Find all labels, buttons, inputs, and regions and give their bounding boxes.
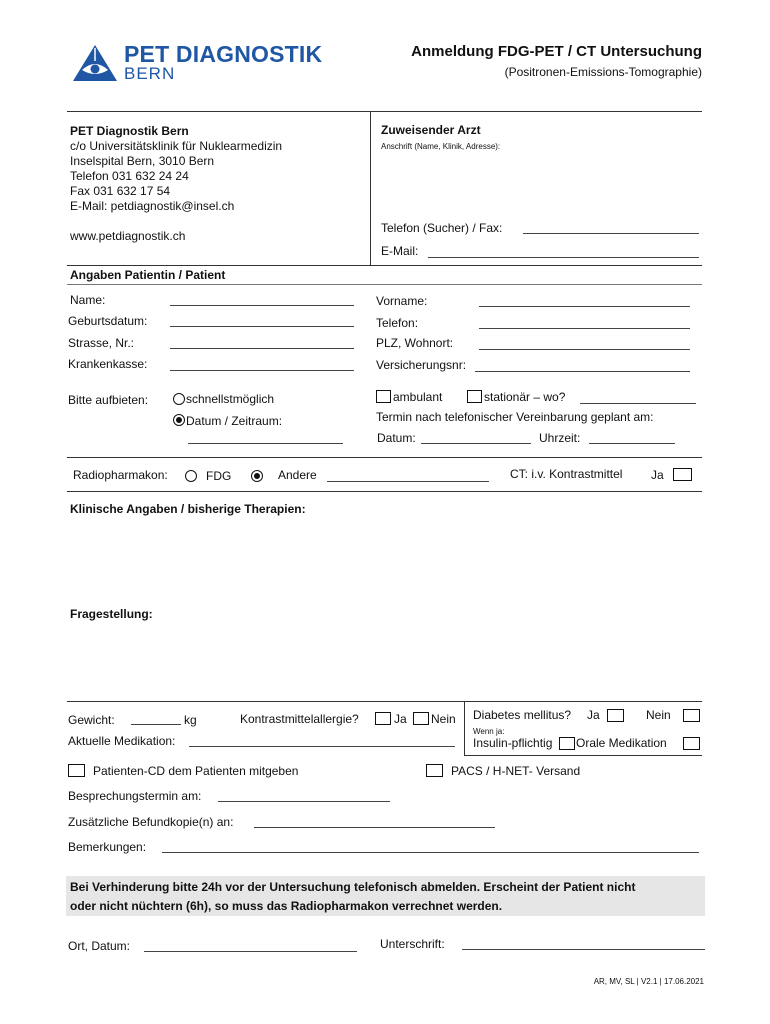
radiopharm-other-label: Andere bbox=[278, 468, 317, 482]
patient-firstname-label: Vorname: bbox=[376, 294, 428, 308]
referrer-phone-label: Telefon (Sucher) / Fax: bbox=[381, 221, 503, 235]
meeting-date-field[interactable] bbox=[218, 801, 390, 802]
details-top-divider bbox=[67, 701, 702, 702]
referrer-title: Zuweisender Arzt bbox=[381, 123, 481, 137]
clinic-website: www.petdiagnostik.ch bbox=[70, 229, 186, 243]
clinic-email: E-Mail: petdiagnostik@insel.ch bbox=[70, 199, 235, 213]
place-date-field[interactable] bbox=[144, 951, 357, 952]
contrast-allergy-yes-label: Ja bbox=[394, 712, 407, 726]
header-divider bbox=[67, 111, 702, 112]
diabetes-yes-label: Ja bbox=[587, 708, 600, 722]
form-title: Anmeldung FDG-PET / CT Untersuchung bbox=[411, 43, 702, 60]
referrer-address-hint: Anschrift (Name, Klinik, Adresse): bbox=[381, 142, 501, 151]
logo-text-main: PET DIAGNOSTIK bbox=[124, 41, 323, 67]
diabetes-if-yes-label: Wenn ja: bbox=[473, 727, 505, 736]
radiopharm-fdg-radio[interactable] bbox=[185, 470, 197, 482]
clinic-phone: Telefon 031 632 24 24 bbox=[70, 169, 189, 183]
diabetes-bottom-border bbox=[464, 755, 702, 756]
diabetes-label: Diabetes mellitus? bbox=[473, 708, 572, 722]
patient-zip-city-label: PLZ, Wohnort: bbox=[376, 336, 454, 350]
contrast-allergy-no-checkbox[interactable] bbox=[413, 712, 429, 725]
radiopharm-top-divider bbox=[67, 457, 702, 458]
radiopharm-bottom-divider bbox=[67, 491, 702, 492]
diabetes-no-checkbox[interactable] bbox=[683, 709, 700, 722]
patient-insurance-number-label: Versicherungsnr: bbox=[376, 358, 467, 372]
question-area[interactable] bbox=[67, 623, 702, 699]
patient-firstname-field[interactable] bbox=[479, 306, 690, 307]
oral-medication-label: Orale Medikation bbox=[576, 736, 667, 750]
clinical-info-title: Klinische Angaben / bisherige Therapien: bbox=[70, 502, 306, 516]
patient-zip-city-field[interactable] bbox=[479, 349, 690, 350]
patient-insurer-label: Krankenkasse: bbox=[68, 357, 148, 371]
pet-diagnostik-logo-icon bbox=[72, 44, 118, 82]
question-title: Fragestellung: bbox=[70, 607, 153, 621]
header-vertical-divider bbox=[370, 112, 371, 266]
clinic-address-line: Inselspital Bern, 3010 Bern bbox=[70, 154, 215, 168]
radiopharm-other-field[interactable] bbox=[327, 481, 489, 482]
summon-label: Bitte aufbieten: bbox=[68, 393, 149, 407]
patient-phone-field[interactable] bbox=[479, 328, 690, 329]
patient-title-underline bbox=[67, 284, 702, 285]
pacs-label: PACS / H-NET- Versand bbox=[451, 764, 581, 778]
radiopharm-fdg-label: FDG bbox=[206, 469, 232, 483]
remarks-field[interactable] bbox=[162, 852, 699, 853]
contrast-allergy-no-label: Nein bbox=[431, 712, 456, 726]
patient-insurer-field[interactable] bbox=[170, 370, 354, 371]
logo-text-city: BERN bbox=[124, 64, 176, 83]
form-subtitle: (Positronen-Emissions-Tomographie) bbox=[504, 65, 702, 79]
ct-contrast-yes-label: Ja bbox=[651, 468, 664, 482]
patient-name-label: Name: bbox=[70, 293, 106, 307]
appointment-time-label: Uhrzeit: bbox=[539, 431, 581, 445]
stationary-checkbox[interactable] bbox=[467, 390, 482, 403]
patient-cd-checkbox[interactable] bbox=[68, 764, 85, 777]
current-medication-field[interactable] bbox=[189, 746, 455, 747]
summon-datetime-label: Datum / Zeitraum: bbox=[186, 414, 283, 428]
radiopharm-other-radio[interactable] bbox=[251, 470, 263, 482]
patient-birthdate-label: Geburtsdatum: bbox=[68, 314, 148, 328]
oral-medication-checkbox[interactable] bbox=[683, 737, 700, 750]
notice-line-1: Bei Verhinderung bitte 24h vor der Untersuchung telefonisch abmelden. Erscheint der Patient nicht bbox=[70, 880, 636, 894]
pacs-checkbox[interactable] bbox=[426, 764, 443, 777]
patient-section-divider bbox=[67, 265, 702, 266]
summon-asap-label: schnellstmöglich bbox=[186, 392, 275, 406]
phone-appointment-note: Termin nach telefonischer Vereinbarung geplant am: bbox=[376, 410, 654, 424]
referrer-phone-field[interactable] bbox=[523, 233, 699, 234]
remarks-label: Bemerkungen: bbox=[68, 840, 147, 854]
ct-contrast-label: CT: i.v. Kontrastmittel bbox=[510, 467, 623, 481]
patient-birthdate-field[interactable] bbox=[170, 326, 354, 327]
clinic-fax: Fax 031 632 17 54 bbox=[70, 184, 171, 198]
weight-unit: kg bbox=[184, 713, 197, 727]
patient-cd-label: Patienten-CD dem Patienten mitgeben bbox=[93, 764, 299, 778]
place-date-label: Ort, Datum: bbox=[68, 939, 131, 953]
insulin-checkbox[interactable] bbox=[559, 737, 575, 750]
appointment-date-field[interactable] bbox=[421, 443, 531, 444]
patient-street-label: Strasse, Nr.: bbox=[68, 336, 135, 350]
stationary-location-field[interactable] bbox=[580, 403, 696, 404]
version-footer: AR, MV, SL | V2.1 | 17.06.2021 bbox=[593, 977, 704, 986]
diabetes-no-label: Nein bbox=[646, 708, 671, 722]
ambulant-checkbox[interactable] bbox=[376, 390, 391, 403]
meeting-date-label: Besprechungstermin am: bbox=[68, 789, 202, 803]
diabetes-yes-checkbox[interactable] bbox=[607, 709, 624, 722]
current-medication-label: Aktuelle Medikation: bbox=[68, 734, 176, 748]
appointment-time-field[interactable] bbox=[589, 443, 675, 444]
contrast-allergy-label: Kontrastmittelallergie? bbox=[240, 712, 359, 726]
ambulant-label: ambulant bbox=[393, 390, 443, 404]
clinic-address-line: c/o Universitätsklinik für Nuklearmedizin bbox=[70, 139, 283, 153]
signature-label: Unterschrift: bbox=[380, 937, 445, 951]
clinical-info-area[interactable] bbox=[67, 518, 702, 600]
insulin-label: Insulin-pflichtig bbox=[473, 736, 553, 750]
weight-field[interactable] bbox=[131, 724, 181, 725]
referrer-email-field[interactable] bbox=[428, 257, 699, 258]
signature-field[interactable] bbox=[462, 949, 705, 950]
patient-phone-label: Telefon: bbox=[376, 316, 419, 330]
contrast-allergy-yes-checkbox[interactable] bbox=[375, 712, 391, 725]
summon-datetime-field[interactable] bbox=[188, 443, 343, 444]
radiopharm-label: Radiopharmakon: bbox=[73, 468, 168, 482]
report-copy-label: Zusätzliche Befundkopie(n) an: bbox=[68, 815, 234, 829]
weight-label: Gewicht: bbox=[68, 713, 115, 727]
report-copy-field[interactable] bbox=[254, 827, 495, 828]
patient-section-title: Angaben Patientin / Patient bbox=[70, 268, 226, 282]
patient-street-field[interactable] bbox=[170, 348, 354, 349]
summon-datetime-radio[interactable] bbox=[173, 414, 185, 426]
diabetes-left-border bbox=[464, 701, 465, 755]
referrer-email-label: E-Mail: bbox=[381, 244, 419, 258]
patient-insurance-number-field[interactable] bbox=[475, 371, 690, 372]
notice-line-2: oder nicht nüchtern (6h), so muss das Radiopharmakon verrechnet werden. bbox=[70, 899, 503, 913]
clinic-name: PET Diagnostik Bern bbox=[70, 124, 189, 138]
appointment-date-label: Datum: bbox=[377, 431, 416, 445]
ct-contrast-yes-checkbox[interactable] bbox=[673, 468, 692, 481]
summon-asap-radio[interactable] bbox=[173, 393, 185, 405]
stationary-label: stationär – wo? bbox=[484, 390, 566, 404]
patient-name-field[interactable] bbox=[170, 305, 354, 306]
